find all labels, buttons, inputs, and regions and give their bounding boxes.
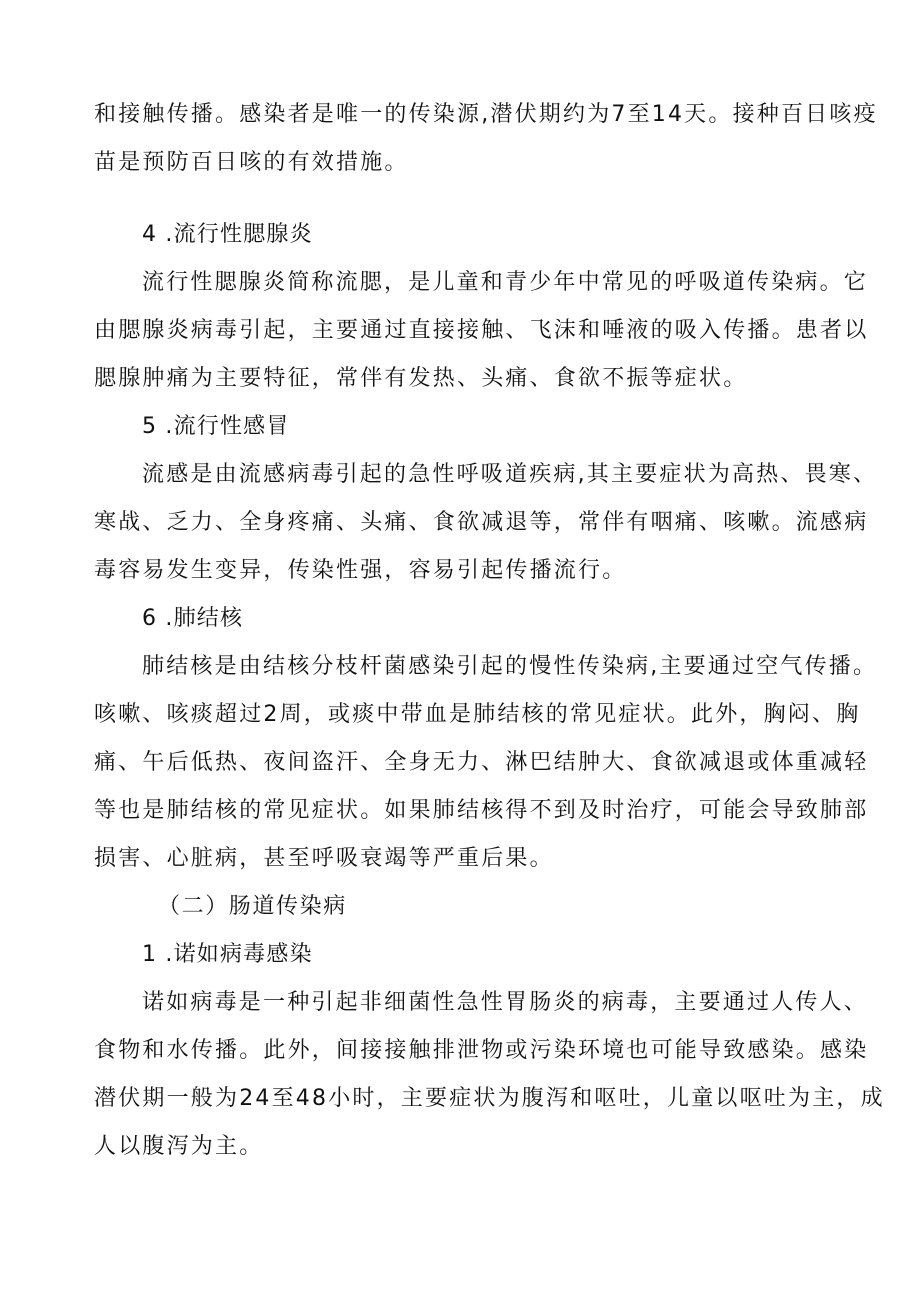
norovirus-line-2: 食物和水传播。此外，间接接触排泄物或污染环境也可能导致感染。感染 (94, 1038, 869, 1063)
flu-heading: 5 .流行性感冒 (142, 414, 290, 439)
norovirus-line-3: 潜伏期一般为24至48小时，主要症状为腹泻和呕吐，儿童以呕吐为主，成 (94, 1086, 885, 1111)
flu-line-3: 毒容易发生变异，传染性强，容易引起传播流行。 (94, 558, 627, 583)
tb-line-1: 肺结核是由结核分枝杆菌感染引起的慢性传染病,主要通过空气传播。 (142, 654, 878, 679)
tb-line-3: 痛、午后低热、夜间盗汗、全身无力、淋巴结肿大、食欲减退或体重减轻 (94, 750, 869, 775)
intro-line-2: 苗是预防百日咳的有效措施。 (94, 150, 409, 175)
flu-line-2: 寒战、乏力、全身疼痛、头痛、食欲减退等，常伴有咽痛、咳嗽。流感病 (94, 510, 869, 535)
tb-line-2: 咳嗽、咳痰超过2周，或痰中带血是肺结核的常见症状。此外，胸闷、胸 (94, 702, 861, 727)
norovirus-line-4: 人以腹泻为主。 (94, 1134, 264, 1159)
flu-line-1: 流感是由流感病毒引起的急性呼吸道疾病,其主要症状为高热、畏寒、 (142, 462, 878, 487)
norovirus-heading: 1 .诺如病毒感染 (142, 942, 313, 967)
intro-line-1: 和接触传播。感染者是唯一的传染源,潜伏期约为7至14天。接种百日咳疫 (94, 102, 878, 127)
norovirus-line-1: 诺如病毒是一种引起非细菌性急性胃肠炎的病毒，主要通过人传人、 (142, 990, 869, 1015)
tb-line-4: 等也是肺结核的常见症状。如果肺结核得不到及时治疗，可能会导致肺部 (94, 798, 869, 823)
mumps-line-3: 腮腺肿痛为主要特征，常伴有发热、头痛、食欲不振等症状。 (94, 366, 748, 391)
mumps-heading: 4 .流行性腮腺炎 (142, 222, 313, 247)
mumps-line-2: 由腮腺炎病毒引起，主要通过直接接触、飞沫和唾液的吸入传播。患者以 (94, 318, 869, 343)
tb-line-5: 损害、心脏病，甚至呼吸衰竭等严重后果。 (94, 846, 554, 871)
mumps-line-1: 流行性腮腺炎简称流腮，是儿童和青少年中常见的呼吸道传染病。它 (142, 270, 869, 295)
intestinal-diseases-heading: （二）肠道传染病 (158, 894, 347, 919)
tb-heading: 6 .肺结核 (142, 606, 244, 631)
